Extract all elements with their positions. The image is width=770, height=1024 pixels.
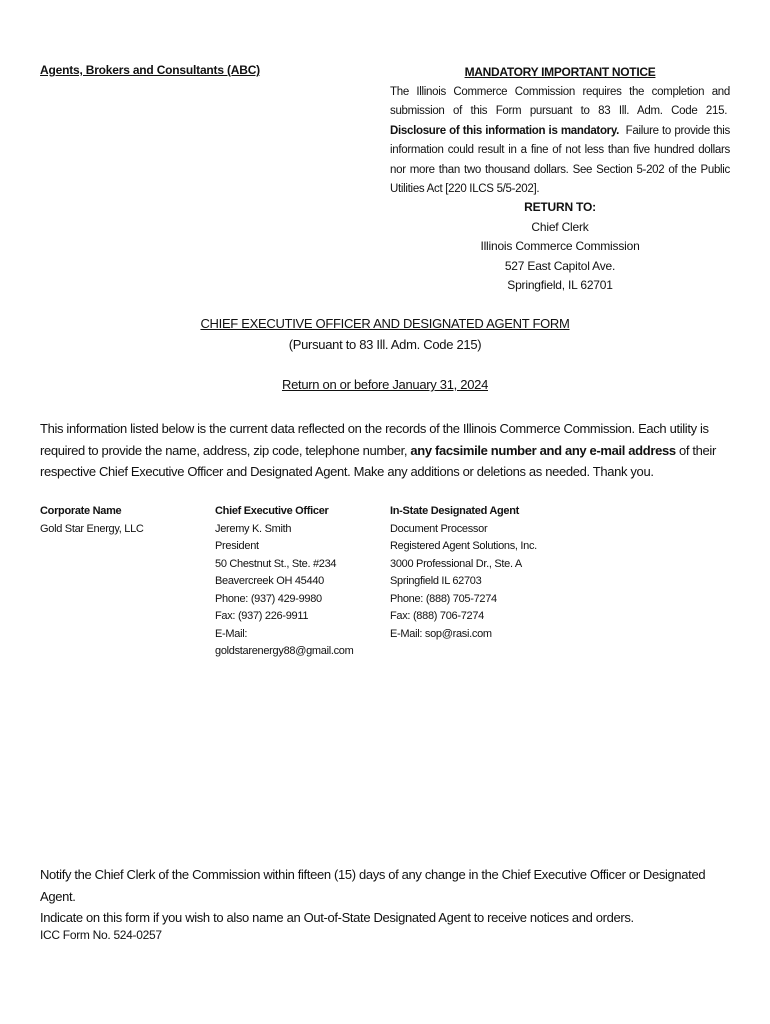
form-number: ICC Form No. 524-0257 (40, 928, 162, 942)
return-to-title: RETURN TO: (524, 200, 596, 214)
form-subtitle: (Pursuant to 83 Ill. Adm. Code 215) (288, 337, 482, 352)
corporate-heading: Corporate Name (40, 505, 122, 517)
return-to-block (390, 198, 730, 296)
mandatory-notice (390, 63, 730, 200)
ceo-column (215, 503, 385, 661)
agent-line: Registered Agent Solutions, Inc. (390, 540, 537, 552)
ceo-line: 50 Chestnut St., Ste. #234 (215, 557, 337, 570)
intro-text-2: of their respective Chief Executive Officer and Designated Agent. Make any additions or deletions as needed. Thank you. (40, 442, 716, 479)
ceo-line: President (215, 540, 259, 552)
intro-text-1: This information listed below is the current data reflected on the records of the Illinois Commerce Commission. Each utility is required to provide the name, address, zip code, telephone number, (40, 421, 709, 458)
return-deadline: Return on or before January 31, 2024 (281, 377, 488, 392)
notice-text-2: Failure to provide this information could result in a fine of not less than five hundred dollars nor more than two thousand dollars. See Section 5-202 of the Public Utilities Act [220 ILCS 5/5-202]. (390, 124, 730, 195)
return-address-line: Illinois Commerce Commission (480, 239, 640, 253)
agent-line: Document Processor (390, 522, 488, 535)
notice-title: MANDATORY IMPORTANT NOTICE (464, 65, 656, 79)
ceo-heading: Chief Executive Officer (215, 505, 329, 517)
footer-notes (40, 864, 740, 929)
agent-line: Fax: (888) 706-7274 (390, 610, 484, 622)
agent-column (390, 503, 590, 643)
notice-text-1: The Illinois Commerce Commission requires the completion and submission of this Form pursuant to 83 Ill. Adm. Code 215. (390, 85, 730, 117)
footer-line-2: Indicate on this form if you wish to also name an Out-of-State Designated Agent to receive notices and orders. (40, 910, 634, 925)
corporate-name: Gold Star Energy, LLC (40, 522, 144, 535)
agent-heading: In-State Designated Agent (390, 505, 519, 517)
agent-line: 3000 Professional Dr., Ste. A (390, 557, 522, 570)
organization-label: Agents, Brokers and Consultants (ABC) (40, 63, 260, 77)
agent-line: E-Mail: sop@rasi.com (390, 627, 492, 640)
return-address-line: Chief Clerk (531, 219, 589, 234)
notice-body (390, 83, 730, 200)
form-title-block (0, 313, 770, 355)
form-title: CHIEF EXECUTIVE OFFICER AND DESIGNATED AGENT FORM (200, 316, 570, 331)
ceo-line: Phone: (937) 429-9980 (215, 592, 322, 605)
ceo-line: Beavercreek OH 45440 (215, 575, 324, 587)
footer-line-1: Notify the Chief Clerk of the Commission within fifteen (15) days of any change in the Chief Executive Officer or Designated Agent. (40, 867, 706, 904)
corporate-column (40, 503, 210, 538)
agent-line: Springfield IL 62703 (390, 575, 482, 587)
agent-line: Phone: (888) 705-7274 (390, 592, 497, 605)
ceo-line: E-Mail: goldstarenergy88@gmail.com (215, 627, 354, 657)
ceo-line: Jeremy K. Smith (215, 522, 292, 535)
intro-text-bold: any facsimile number and any e-mail address (410, 442, 676, 458)
return-address-line: Springfield, IL 62701 (507, 278, 613, 292)
notice-text-bold: Disclosure of this information is mandatory. (390, 124, 619, 137)
ceo-line: Fax: (937) 226-9911 (215, 610, 309, 622)
intro-paragraph (40, 418, 730, 483)
return-address-line: 527 East Capitol Ave. (504, 258, 616, 273)
